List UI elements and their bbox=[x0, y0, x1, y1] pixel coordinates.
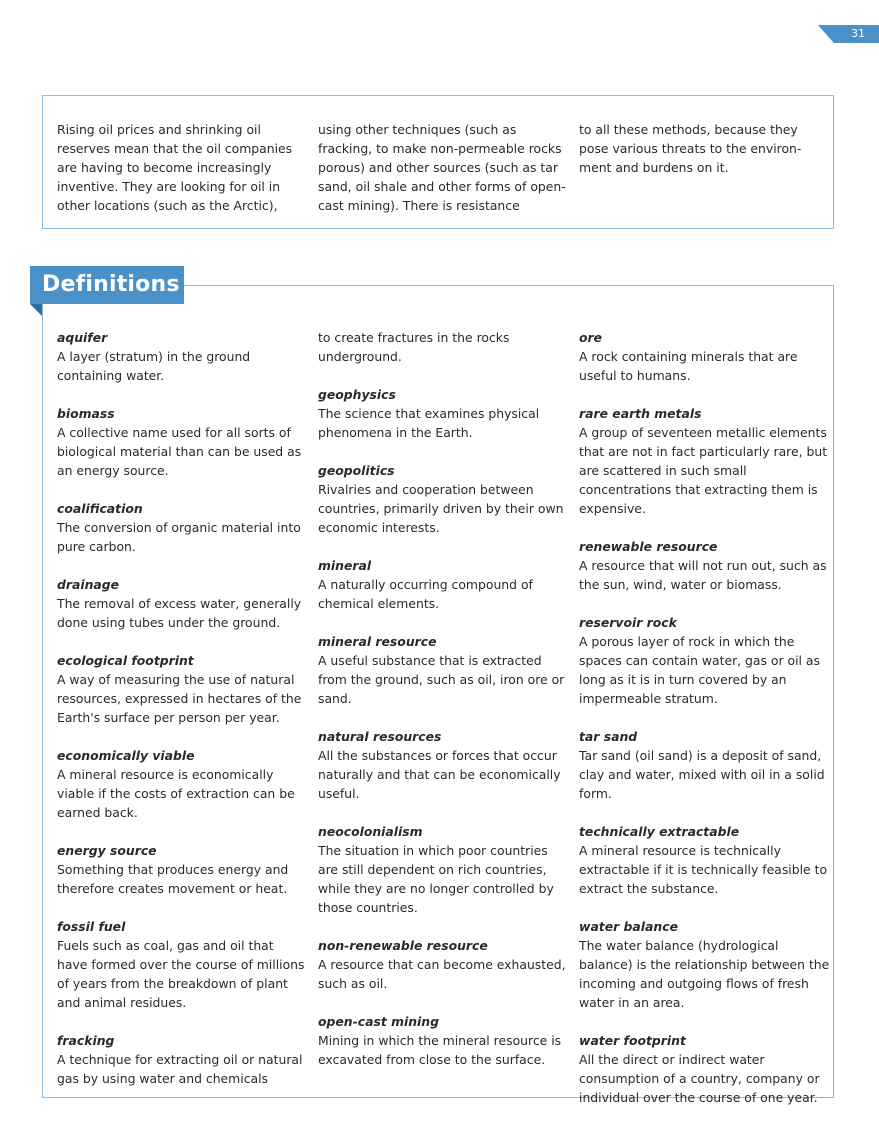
definition-term: renewable resource bbox=[579, 539, 718, 554]
definition-text: Tar sand (oil sand) is a deposit of sand, clay and water, mixed with oil in a solid form. bbox=[579, 748, 825, 801]
intro-paragraph: using other techniques (such as fracking, to make non-permeable rocks porous) and other sources (such as tar sand, oil shale and other forms of open-cast mining). There is resistance bbox=[318, 122, 566, 213]
definition-term: natural resources bbox=[318, 729, 442, 744]
intro-column-2 bbox=[318, 120, 568, 215]
definition-entry bbox=[57, 841, 307, 898]
definition-term: water footprint bbox=[579, 1033, 686, 1048]
definition-entry bbox=[57, 328, 307, 385]
definition-entry bbox=[318, 632, 568, 708]
definition-text: A resource that will not run out, such as the sun, wind, water or biomass. bbox=[579, 558, 827, 592]
definition-text: A naturally occurring compound of chemical elements. bbox=[318, 577, 533, 611]
definition-entry bbox=[318, 727, 568, 803]
definition-term: energy source bbox=[57, 843, 157, 858]
definition-entry bbox=[579, 537, 831, 594]
definition-entry bbox=[57, 917, 307, 1012]
definition-entry bbox=[318, 556, 568, 613]
definition-term: mineral bbox=[318, 558, 372, 573]
definition-text: A mineral resource is technically extractable if it is technically feasible to extract the substance. bbox=[579, 843, 828, 896]
definition-text: The removal of excess water, generally done using tubes under the ground. bbox=[57, 596, 302, 630]
definition-text: The situation in which poor countries are still dependent on rich countries, while they are no longer controlled by those countries. bbox=[318, 843, 554, 915]
definition-term: fracking bbox=[57, 1033, 115, 1048]
definition-term: neocolonialism bbox=[318, 824, 423, 839]
definition-text: A mineral resource is economically viable if the costs of extraction can be earned back. bbox=[57, 767, 295, 820]
heading-fold-decoration bbox=[30, 304, 42, 316]
definition-entry bbox=[57, 1031, 307, 1088]
definition-term: ecological footprint bbox=[57, 653, 194, 668]
definition-text: All the direct or indirect water consumption of a country, company or individual over the course of one year. bbox=[579, 1052, 820, 1105]
definition-entry bbox=[57, 404, 307, 480]
definition-text: Rivalries and cooperation between countries, primarily driven by their own economic interests. bbox=[318, 482, 564, 535]
definitions-heading: Definitions bbox=[30, 266, 184, 304]
definition-entry bbox=[579, 404, 831, 518]
definitions-column-2 bbox=[318, 328, 568, 1088]
definition-entry bbox=[318, 822, 568, 917]
definition-term: aquifer bbox=[57, 330, 108, 345]
definition-term: geopolitics bbox=[318, 463, 395, 478]
definition-entry bbox=[579, 1031, 831, 1107]
definition-continuation bbox=[318, 328, 568, 366]
intro-column-1 bbox=[57, 120, 307, 215]
definition-term: non-renewable resource bbox=[318, 938, 488, 953]
definition-entry bbox=[579, 822, 831, 898]
definition-term: ore bbox=[579, 330, 603, 345]
intro-paragraph: Rising oil prices and shrinking oil reserves mean that the oil companies are having to become increasingly inventive. They are looking for oil in other locations (such as the Arctic), bbox=[57, 122, 293, 213]
definitions-column-1 bbox=[57, 328, 307, 1107]
definition-text: A collective name used for all sorts of biological material than can be used as an energy source. bbox=[57, 425, 302, 478]
intro-column-3 bbox=[579, 120, 829, 177]
definition-term: coalification bbox=[57, 501, 143, 516]
definition-term: mineral resource bbox=[318, 634, 437, 649]
definition-text: A resource that can become exhausted, such as oil. bbox=[318, 957, 566, 991]
definition-text: A way of measuring the use of natural resources, expressed in hectares of the Earth's surface per person per year. bbox=[57, 672, 302, 725]
definition-text: The conversion of organic material into pure carbon. bbox=[57, 520, 301, 554]
definition-term: biomass bbox=[57, 406, 115, 421]
definition-entry bbox=[318, 461, 568, 537]
definition-entry bbox=[579, 613, 831, 708]
definition-term: open-cast mining bbox=[318, 1014, 439, 1029]
definitions-column-3 bbox=[579, 328, 831, 1126]
definition-text: Mining in which the mineral resource is excavated from close to the surface. bbox=[318, 1033, 562, 1067]
page-number-tab bbox=[818, 25, 879, 43]
definition-text: A layer (stratum) in the ground containing water. bbox=[57, 349, 251, 383]
definition-term: reservoir rock bbox=[579, 615, 677, 630]
definition-text: A porous layer of rock in which the spaces can contain water, gas or oil as long as it is in turn covered by an impermeable stratum. bbox=[579, 634, 820, 706]
definition-entry bbox=[318, 1012, 568, 1069]
definition-entry bbox=[57, 499, 307, 556]
definition-text: The water balance (hydrological balance) is the relationship between the incoming and outgoing flows of fresh water in an area. bbox=[579, 938, 830, 1010]
definition-entry bbox=[318, 385, 568, 442]
definition-term: drainage bbox=[57, 577, 120, 592]
definition-term: fossil fuel bbox=[57, 919, 126, 934]
definition-term: rare earth metals bbox=[579, 406, 702, 421]
definition-text: to create fractures in the rocks underground. bbox=[318, 330, 510, 364]
intro-box bbox=[42, 95, 834, 229]
definition-entry bbox=[57, 575, 307, 632]
definition-term: economically viable bbox=[57, 748, 195, 763]
definition-term: water balance bbox=[579, 919, 678, 934]
definitions-box bbox=[42, 285, 834, 1105]
definition-text: All the substances or forces that occur naturally and that can be economically useful. bbox=[318, 748, 561, 801]
definition-entry bbox=[579, 328, 831, 385]
definition-entry bbox=[57, 651, 307, 727]
definition-entry bbox=[579, 727, 831, 803]
definition-text: Something that produces energy and therefore creates movement or heat. bbox=[57, 862, 289, 896]
definition-term: technically extractable bbox=[579, 824, 740, 839]
definition-term: geophysics bbox=[318, 387, 396, 402]
definition-text: A useful substance that is extracted from the ground, such as oil, iron ore or sand. bbox=[318, 653, 565, 706]
definition-text: A technique for extracting oil or natural gas by using water and chemicals bbox=[57, 1052, 303, 1086]
definition-text: A rock containing minerals that are useful to humans. bbox=[579, 349, 798, 383]
definition-term: tar sand bbox=[579, 729, 638, 744]
definition-text: The science that examines physical phenomena in the Earth. bbox=[318, 406, 540, 440]
definition-text: A group of seventeen metallic elements that are not in fact particularly rare, but are scattered in such small concentrations that extracting them is expensive. bbox=[579, 425, 828, 516]
page-number: 31 bbox=[851, 27, 865, 40]
definition-entry bbox=[579, 917, 831, 1012]
definition-entry bbox=[318, 936, 568, 993]
definition-entry bbox=[57, 746, 307, 822]
intro-paragraph: to all these methods, because they pose various threats to the environ-ment and burdens on it. bbox=[579, 122, 802, 175]
definition-text: Fuels such as coal, gas and oil that have formed over the course of millions of years from the breakdown of plant and animal residues. bbox=[57, 938, 305, 1010]
